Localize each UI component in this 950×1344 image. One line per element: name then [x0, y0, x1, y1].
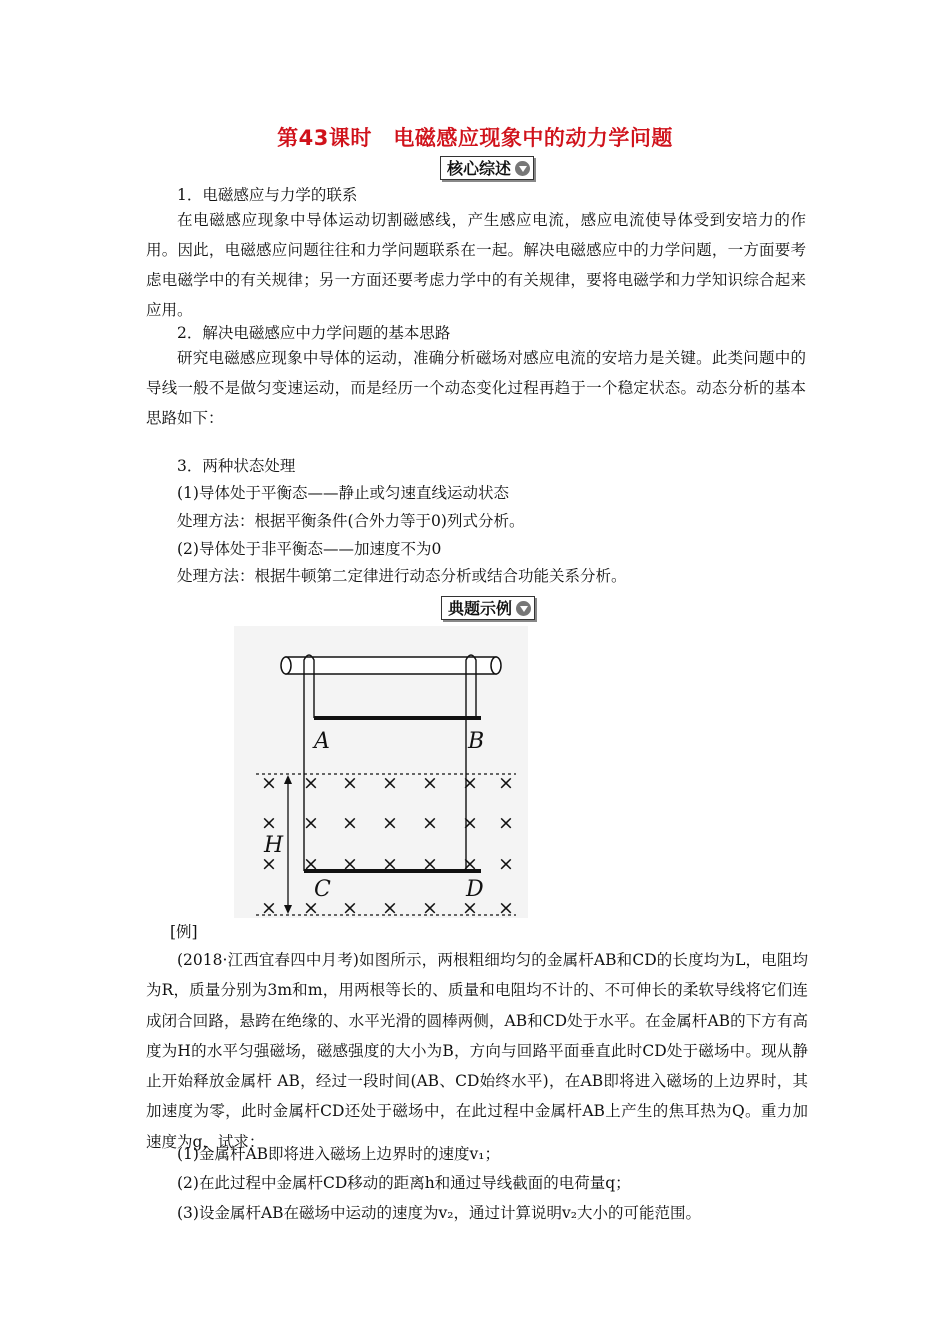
section-badge-example — [441, 596, 535, 620]
field-cross: × — [382, 853, 398, 875]
label-b: B — [468, 729, 485, 754]
physics-diagram — [234, 626, 528, 918]
section-3-item-1: (1)导体处于平衡态——静止或匀速直线运动状态 — [177, 484, 509, 502]
field-cross: × — [462, 853, 478, 875]
question-1: (1)金属杆AB即将进入磁场上边界时的速度v₁； — [177, 1145, 501, 1163]
chevron-down-icon — [516, 601, 531, 616]
field-cross: × — [382, 772, 398, 794]
section-3-method-1: 处理方法：根据平衡条件(合外力等于0)列式分析。 — [177, 512, 525, 530]
field-cross: × — [498, 853, 514, 875]
section-1-body: 在电磁感应现象中导体运动切割磁感线，产生感应电流，感应电流使导体受到安培力的作用。因此，电磁感应问题往往和力学问题联系在一起。解决电磁感应中的力学问题，一方面要考虑电磁学中的有关规律；另一方面还要考虑力学中的有关规律，要将电磁学和力学知识综合起来应用。 — [146, 211, 806, 319]
field-cross: × — [462, 772, 478, 794]
badge-label: 典题示例 — [448, 599, 513, 618]
field-cross: × — [261, 812, 277, 834]
example-body: (2018·江西宜春四中月考)如图所示，两根粗细均匀的金属杆AB和CD的长度均为L，电阻均为R，质量分别为3m和m，用两根等长的、质量和电阻均不计的、不可伸长的柔软导线将它们连成闭合回路，悬跨在绝缘的、水平光滑的圆棒两侧，AB和CD处于水平。在金属杆AB的下方有高度为H的水平匀强磁场，磁感强度的大小为B，方向与回路平面垂直此时CD处于磁场中。现从静止开始释放金属杆 AB，经过一段时间(AB、CD始终水平)，在AB即将进入磁场的上边界时，其加速度为零，此时金属杆CD还处于磁场中，在此过程中金属杆AB上产生的焦耳热为Q。重力加速度为g，试求： — [146, 951, 808, 1151]
label-c: C — [314, 877, 331, 902]
label-h: H — [264, 833, 284, 858]
section-1-heading: 1．电磁感应与力学的联系 — [177, 186, 358, 204]
label-a: A — [314, 729, 330, 754]
field-cross: × — [342, 772, 358, 794]
field-cross: × — [422, 853, 438, 875]
label-d: D — [466, 877, 484, 902]
question-3: (3)设金属杆AB在磁场中运动的速度为v₂，通过计算说明v₂大小的可能范围。 — [177, 1204, 701, 1222]
field-cross: × — [303, 772, 319, 794]
field-cross: × — [261, 772, 277, 794]
chevron-down-icon — [515, 161, 530, 176]
rod-end-right — [491, 657, 501, 674]
example-tag: [例] — [170, 923, 198, 941]
field-cross: × — [422, 812, 438, 834]
field-cross: × — [498, 897, 514, 918]
section-badge-core — [440, 156, 534, 180]
page-title: 第43课时 电磁感应现象中的动力学问题 — [277, 126, 673, 150]
badge-label: 核心综述 — [447, 159, 512, 178]
field-cross: × — [498, 812, 514, 834]
section-3-method-2: 处理方法：根据牛顿第二定律进行动态分析或结合功能关系分析。 — [177, 567, 627, 585]
field-cross: × — [303, 897, 319, 918]
field-cross: × — [382, 897, 398, 918]
field-cross: × — [261, 897, 277, 918]
rod-end-left — [281, 657, 291, 674]
field-cross: × — [342, 897, 358, 918]
field-cross: × — [422, 897, 438, 918]
field-cross: × — [422, 772, 438, 794]
field-cross: × — [462, 897, 478, 918]
section-2-body: 研究电磁感应现象中导体的运动，准确分析磁场对感应电流的安培力是关键。此类问题中的导线一般不是做匀变速运动，而是经历一个动态变化过程再趋于一个稳定状态。动态分析的基本思路如下： — [146, 349, 806, 427]
round-rod — [286, 657, 496, 674]
section-3-heading: 3．两种状态处理 — [177, 457, 296, 475]
field-cross: × — [303, 853, 319, 875]
field-cross: × — [342, 853, 358, 875]
question-2: (2)在此过程中金属杆CD移动的距离h和通过导线截面的电荷量q； — [177, 1174, 631, 1192]
field-cross: × — [498, 772, 514, 794]
section-2-heading: 2．解决电磁感应中力学问题的基本思路 — [177, 324, 451, 342]
section-3-item-2: (2)导体处于非平衡态——加速度不为0 — [177, 540, 442, 558]
field-cross: × — [462, 812, 478, 834]
field-cross: × — [261, 853, 277, 875]
field-cross: × — [303, 812, 319, 834]
field-cross: × — [382, 812, 398, 834]
field-cross: × — [342, 812, 358, 834]
